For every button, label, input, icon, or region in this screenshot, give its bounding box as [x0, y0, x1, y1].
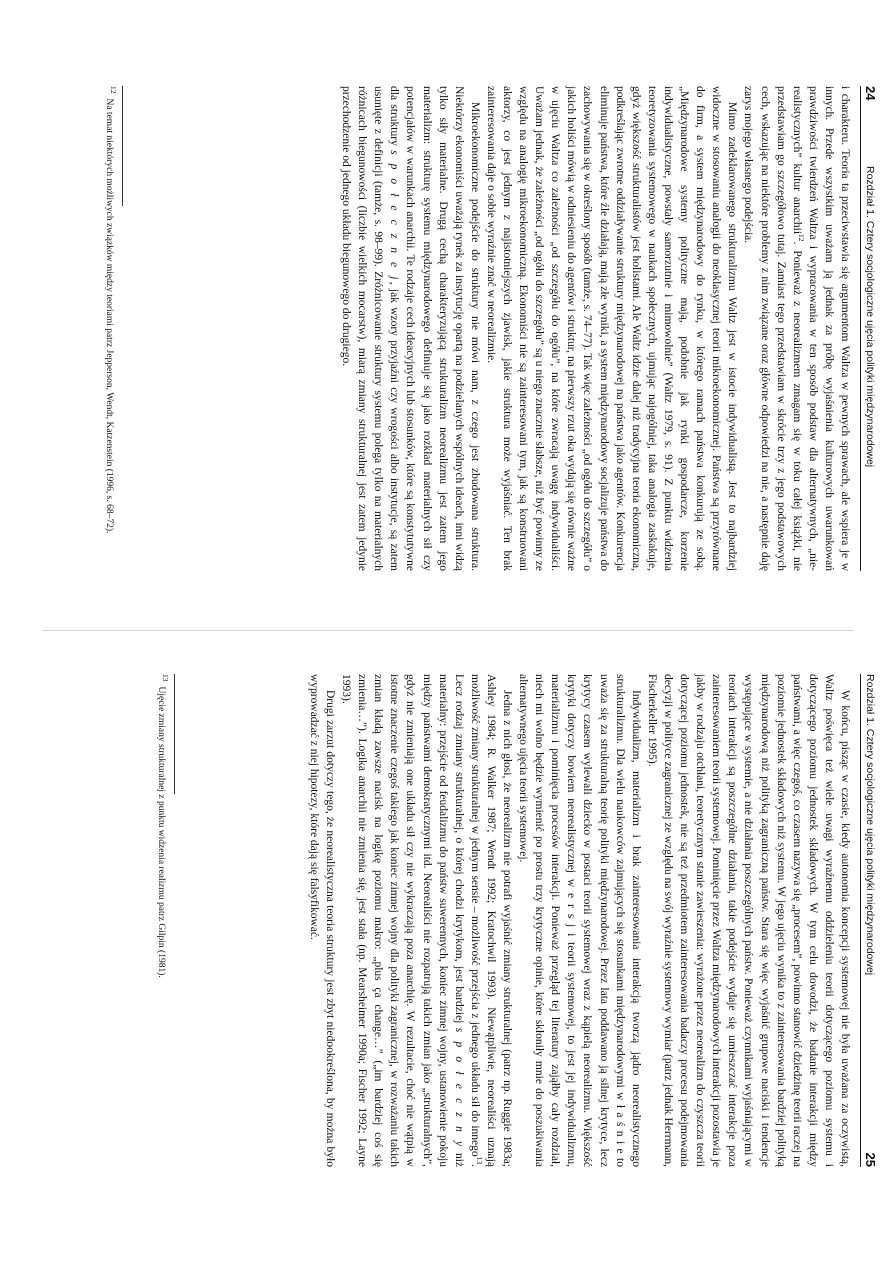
page-24 — [0, 0, 893, 631]
paragraph: Indywidualizm, materializm i brak zainteresowania interakcją tworzą jądro neorealistycznego strukturalizmu. Dla wielu naukowców zajmujących się stosunkami międzynarodowymi w ł a ś n i e to uważa się za strukturalną teorię polityki międzynarodowej. Przez lata poddawano ją silnej krytyce, lecz krytycy czasem wylewali dziecko w postaci teorii systemowej wraz z kąpielą neorealizmu. Większość krytyki dotyczy bowiem neorealistycznej w e r s j i teorii systemowej, to jest jej indywidualizmu, materializmu i pominięcia procesów interakcji. Ponieważ przegląd tej literatury zająłby cały rozdział, niech mi wolno będzie wymienić po prostu trzy krytyczne opinie, które skłoniły mnie do poszukiwania alternatywnego ujęcia teorii systemowej. — [517, 674, 642, 1167]
paragraph: Mimo zadeklarowanego strukturalizmu Waltz jest w istocie indywidualistą. Jest to najbardziej widoczne w stosowaniu analogii do neoklasycznej teorii mikroekonomicznej. Państwa są przyrównane do firm, a system międzynarodowy do rynku, w którego ramach państwa konkurują ze sobą. „Międzynarodowe systemy polityczne mają, podobnie jak rynki gospodarcze, korzenie indywidualistyczne, powstały samorzutnie i mimowolnie” (Waltz 1979, s. 91). Z punktu widzenia teoretyzowania systemowego w naukach społecznych, ujmując najogólniej, taka analogia zaskakuje, gdyż większość strukturalistów jest holistami. Ale Waltz idzie dalej niż tradycyjna teoria ekonomiczna, podkreślając zwrotne oddziaływanie struktury międzynarodowej na państwa jako agentów. Konkurencja eliminuje państwa, które źle działają, mają złe wyniki, a system międzynarodowy socjalizuje państwa do zachowywania się w określony sposób (tamże, s. 74–77). Tak więc zależności „od ogółu do szczegółu” o jakich holiści mówią w odniesieniu do agentów i struktur, na pierwszy rzut oka wydają się równie ważne w ujęciu Waltza co zależności „od szczegółu do ogółu”, na które zwracają uwagę indywidualiści. Uważam jednak, że zależności „od ogółu do szczegółu” są u niego znacznie słabsze, niż być powinny ze względu na analogię mikroekonomiczną. Ekonomiści nie są zainteresowani tym, jak są konstruowani aktorzy, co jest jednym z najistotniejszych zjawisk, jakie struktura może wyjaśniać. Ten brak zainteresowania daje o sobie wyraźnie znać w neorealizmie. — [484, 86, 739, 571]
footnotes-left — [102, 86, 123, 571]
paragraph: Mikroekonomiczne podejście do struktury nie mówi nam, z czego jest zbudowana struktura. Niektórzy ekonomiści uważają rynek za instytucję opartą na podzielanych wspólnych ideach, inni widzą tylko siły materialne. Drugą cechą charakteryzującą strukturalizm neorealizmu jest zatem jego materializm: strukturę systemu międzynarodowego definiuje się jako rozkład materialnych sił czy potencjałów w warunkach anarchii. Te rodzaje cech ideacyjnych lub stosunków, które są konstytutywne dla struktury s p o ł e c z n e j, jak wzory przyjaźni czy wrogości albo instytucje, są zatem usunięte z definicji (tamże, s. 98–99). Zróżnicowanie struktury systemu polega tylko na materialnych różnicach biegunowości (liczbie wielkich mocarstw), miarą zmiany strukturalnej jest zatem jedynie przechodzenie od jednego układu biegunowego do drugiego. — [340, 86, 481, 572]
paragraph: Drugi zarzut dotyczy tego, że neorealistyczna teoria struktury jest zbyt niedookreślona, by można było wyprowadzać z niej hipotezy, które dają się falsyfikować. — [307, 674, 336, 1167]
footnote-ref: 13 — [474, 1156, 484, 1165]
emphasis: s p o ł e c z n e j — [388, 150, 401, 282]
paragraph: i charakteru. Teoria ta przeciwstawia się argumentom Waltza w pewnych sprawach, ale wspiera je w innych. Przede wszystkim uważam ją jednak za próbę wyjaśnienia kulturowych uwarunkowań prawdziwości twierdzeń Waltza i wypracowania w ten sposób podstaw dla alternatywnych, „nie-realistycznych” kultur anarchii$^{12}$. Ponieważ z neorealizmem zmagam się w toku całej książki, nie przedstawiam go szczegółowo tutaj. Zamiast tego przedstawiam w skrócie trzy z jego podstawowych cech, wskazując na niektóre problemy z nim związane oraz główne odpowiedzi na nie, a następnie daję zarys mojego własnego podejścia. — [742, 86, 851, 571]
footnote-rule — [122, 86, 123, 206]
footnote-rule — [174, 674, 175, 794]
emphasis: s p o ł e c z n y — [452, 1027, 465, 1149]
footnote: $^{13}$Ujęcie zmiany strukturalnej z punktu widzenia realizmu patrz Gilpin (1981). — [156, 674, 171, 978]
page-fold — [43, 630, 853, 631]
page-number-left: 24 — [863, 86, 878, 101]
footnote-ref: 12 — [796, 234, 806, 242]
paragraph: Jedna z nich głosi, że neorealizm nie potrafi wyjaśnić zmiany strukturalnej (patrz np. Ruggie 1983a; Ashley 1984; R. Walker 1987; Wendt 1992; Kratochwil 1993). Niewątpliwie, neorealiści uznają możliwość zmiany strukturalnej w jednym sensie – możliwość przejścia z jednego układu sił do innego$^{13}$. Lecz rodzaj zmiany strukturalnej, o której chodzi krytykom, jest bardziej s p o ł e c z n y niż materialny: przejście od feudalizmu do państw suwerennych, koniec zimnej wojny, ustanowienie pokoju między państwami demokratycznymi itd. Neorealiści nie rozpatrują takich zmian jako „strukturalnych”, gdyż nie zmieniają one układu sił czy nie wykraczają poza anarchię. W rezultacie, choć nie wątpią w istotne znaczenie czegoś takiego jak koniec zimnej wojny dla polityki zagranicznej, w rozważaniu takich zmian kładą zawsze nacisk na logikę poziomu makro: „plus ça change…” („im bardziej coś się zmienia…”). Logika anarchii nie zmienia się, jest stała (np. Mearsheimer 1990a; Fischer 1992; Layne 1993). — [340, 674, 514, 1168]
running-header-left — [860, 86, 879, 571]
body-text-right — [306, 674, 853, 1167]
running-head-title-right: Rozdział 1. Cztery socjologiczne ujęcia polityki międzynarodowej — [864, 674, 876, 976]
footnotes-right — [154, 674, 175, 1167]
running-head-title-left: Rozdział 1. Cztery socjologiczne ujęcia polityki międzynarodowej — [864, 166, 876, 468]
page-number-right: 25 — [863, 1152, 878, 1167]
footnote: $^{12}$Na temat niektórych możliwych związków między teoriami patrz Jepperson, Wendt, Katzenstein (1996, s. 68–72). — [104, 86, 119, 534]
page-25 — [0, 632, 893, 1263]
running-header-right — [860, 674, 879, 1167]
body-text-left — [338, 86, 853, 571]
paragraph: W końcu, pisząc w czasie, kiedy autonomia koncepcji systemowej nie była uważana za oczywistą, Waltz poświęca też wiele uwagi wyraźnemu oddzieleniu teorii dotyczącego poziomu systemu i dotyczącego poziomu jednostek składowych. W tym celu dowodzi, że badanie interakcji między państwami, a więc czegoś, co czasem nazywa się „procesem”, powinno stanowić dziedzinę teorii raczej na poziomie jednostek składowych niż systemu. W jego ujęciu wynika to z zainteresowania bardziej polityką międzynarodową niż polityką zagraniczną państw. Stara się więc wyjaśnić grupowe naciski i tendencje występujące w systemie, a nie działania poszczególnych państw. Ponieważ czynnikami wyjaśniającymi w teoriach interakcji są poszczególne działania, takie podejście wydaje się umieszczać interakcje poza zainteresowaniem teorii systemowej. Pominięcie przez Waltza międzynarodowych interakcji pozostawia je jakby w rodzaju otchłani, teoretycznym stanie zawieszenia: wyrażone przez neorealizm do czyszcza teorii dotyczącej poziomu jednostek, nie są też przedmiotem zainteresowania badaczy procesu podejmowania decyzji w polityce zagranicznej ze względu na swój wyraźnie systemowy wymiar (patrz jednak Herrmann, Fischerkeller 1995). — [645, 674, 851, 1167]
